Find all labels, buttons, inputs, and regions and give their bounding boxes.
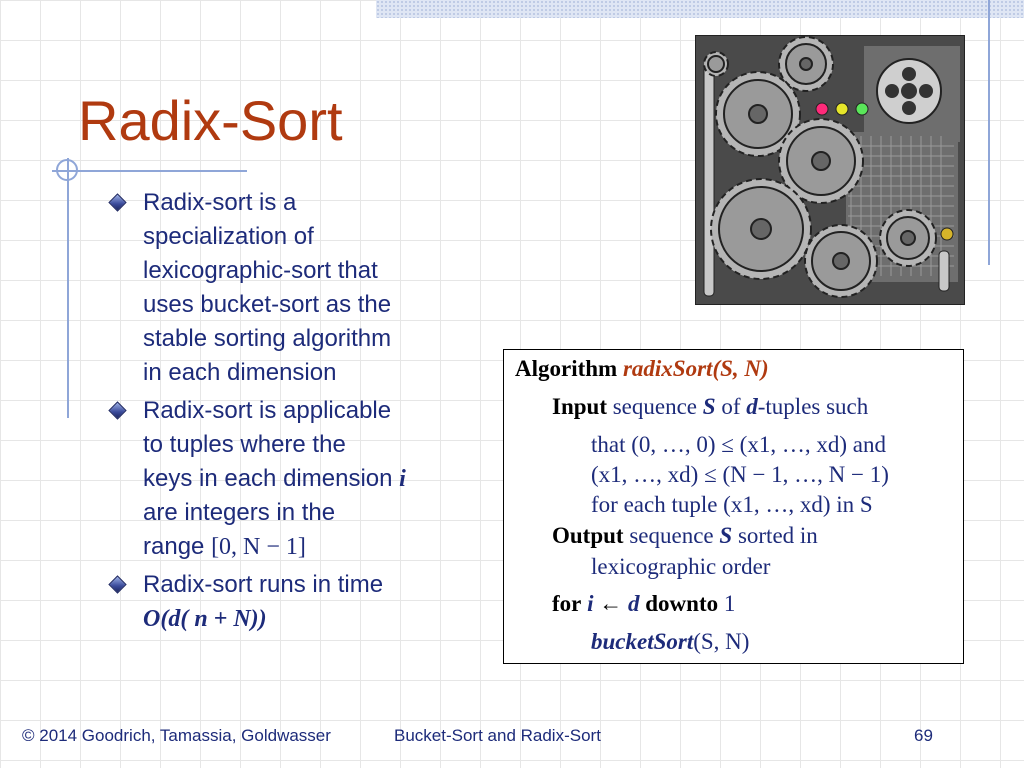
bullet-line: Radix-sort runs in time bbox=[143, 571, 384, 598]
input-condition-line: (x1, …, xd) ≤ (N − 1, …, N − 1) bbox=[591, 462, 889, 487]
title-underline-rule bbox=[52, 170, 247, 172]
keyword-algorithm: Algorithm bbox=[515, 356, 618, 381]
function-call-name: bucketSort bbox=[591, 629, 694, 654]
bullet-line bbox=[143, 530, 468, 564]
diamond-bullet-icon bbox=[108, 193, 126, 211]
bullet-list bbox=[108, 186, 468, 640]
algo-text: sequence bbox=[606, 394, 703, 419]
input-condition-line: for each tuple (x1, …, xd) in S bbox=[591, 492, 873, 517]
algo-text: of bbox=[715, 394, 747, 419]
bullet-line: stable sorting algorithm bbox=[143, 325, 392, 352]
algo-text: 1 bbox=[718, 591, 736, 616]
bucket-sort-call-line bbox=[591, 629, 749, 655]
bullet-line: are integers in the bbox=[143, 499, 336, 526]
diamond-bullet-icon bbox=[108, 575, 126, 593]
bullet-text bbox=[143, 394, 468, 564]
output-line bbox=[552, 523, 818, 549]
bullet-text-segment: range bbox=[143, 533, 212, 560]
bullet-line bbox=[143, 462, 468, 496]
slide-title: Radix-Sort bbox=[78, 89, 343, 152]
output-description-line: lexicographic order bbox=[591, 554, 771, 579]
bullet-item bbox=[108, 394, 468, 564]
algo-variable: d bbox=[746, 394, 758, 419]
bullet-line: in each dimension bbox=[143, 359, 337, 386]
bullet-text-segment: keys in each dimension bbox=[143, 465, 400, 492]
bullet-line: to tuples where the bbox=[143, 431, 346, 458]
math-variable: i bbox=[399, 466, 406, 492]
left-vertical-rule bbox=[67, 158, 69, 418]
keyword-input: Input bbox=[552, 394, 607, 419]
algorithm-box bbox=[503, 349, 964, 664]
keyword-for: for bbox=[552, 591, 582, 616]
algo-variable: d bbox=[628, 591, 640, 616]
bullet-line: specialization of bbox=[143, 223, 314, 250]
algo-text: sequence bbox=[623, 523, 720, 548]
input-condition-line: that (0, …, 0) ≤ (x1, …, xd) and bbox=[591, 432, 886, 457]
function-name: radixSort bbox=[622, 356, 713, 381]
function-args: (S, N) bbox=[712, 356, 769, 381]
assign-arrow: ← bbox=[593, 591, 629, 616]
math-range: [0, N − 1] bbox=[211, 534, 306, 560]
algo-text: sorted in bbox=[732, 523, 818, 548]
diamond-bullet-icon bbox=[108, 401, 126, 419]
complexity-formula: O(d( n + N)) bbox=[143, 606, 267, 632]
bullet-item bbox=[108, 186, 468, 390]
input-line bbox=[552, 394, 868, 420]
footer-topic: Bucket-Sort and Radix-Sort bbox=[394, 726, 601, 745]
algo-variable: S bbox=[702, 394, 716, 419]
gears-machine-icon bbox=[695, 35, 965, 305]
algorithm-header bbox=[515, 356, 769, 382]
algo-text: -tuples such bbox=[757, 394, 869, 419]
top-decorative-band bbox=[376, 0, 1024, 18]
keyword-output: Output bbox=[552, 523, 624, 548]
right-decorative-rule bbox=[988, 0, 990, 265]
bullet-text bbox=[143, 186, 468, 390]
bullet-text bbox=[143, 568, 468, 636]
function-call-args: (S, N) bbox=[693, 629, 750, 654]
bullet-line: Radix-sort is applicable bbox=[143, 397, 392, 424]
keyword-downto: downto bbox=[645, 591, 719, 616]
bullet-line: uses bucket-sort as the bbox=[143, 291, 392, 318]
circle-ornament bbox=[56, 159, 78, 181]
bullet-item bbox=[108, 568, 468, 636]
footer-page-number: 69 bbox=[914, 726, 933, 745]
footer-copyright: © 2014 Goodrich, Tamassia, Goldwasser bbox=[22, 726, 331, 745]
for-loop-line bbox=[552, 591, 735, 617]
gears-illustration bbox=[696, 36, 964, 304]
bullet-line: Radix-sort is a bbox=[143, 189, 297, 216]
algo-variable: S bbox=[719, 523, 733, 548]
bullet-line: lexicographic-sort that bbox=[143, 257, 378, 284]
algo-variable: i bbox=[587, 591, 594, 616]
